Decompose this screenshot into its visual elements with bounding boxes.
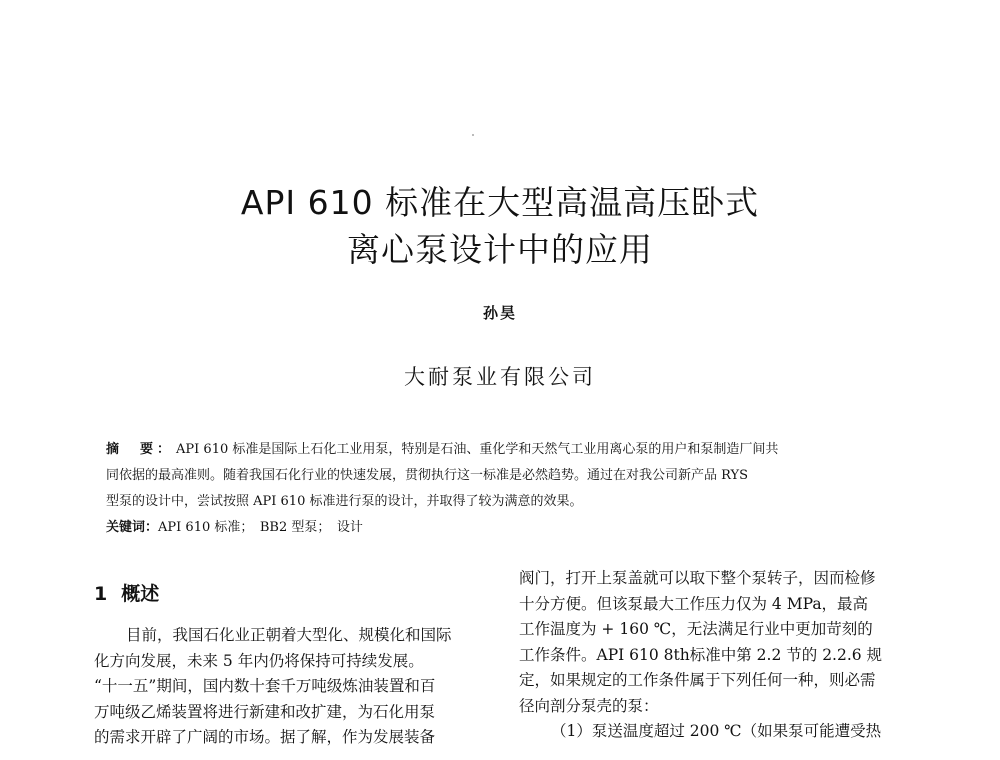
keywords-label: 关键词： [106, 520, 159, 535]
abstract-text: API 610 标准是国际上石化工业用泵，特别是石油、重化学和天然气工业用离心泵的用户和泵制造厂间共 [176, 442, 779, 457]
text-line: 化方向发展，未来 5 年内仍将保持可持续发展。 [94, 651, 424, 670]
paper-title-line-1: API 610 标准在大型高温高压卧式 [240, 183, 760, 222]
text-line: 的需求开辟了广阔的市场。据了解，作为发展装备 [94, 728, 436, 746]
section-number: 1 [94, 583, 108, 605]
abstract-label: 摘 要： [106, 442, 175, 457]
scan-speck [472, 134, 474, 136]
list-item-line: （1）泵送温度超过 200 ℃（如果泵可能遭受热 [551, 722, 882, 740]
text-line: 十分方便。但该泵最大工作压力仅为 4 MPa，最高 [519, 594, 869, 613]
author-affiliation: 大耐泵业有限公司 [404, 365, 596, 389]
paper-title-line-2: 离心泵设计中的应用 [347, 230, 653, 269]
keywords-line [106, 515, 906, 541]
text-line: 径向剖分泵壳的泵： [519, 696, 659, 715]
body-column-left [94, 566, 496, 751]
abstract-line [106, 437, 906, 463]
text-line: 工作温度为 + 160 ℃，无法满足行业中更加苛刻的 [519, 620, 873, 638]
text-line: 万吨级乙烯装置将进行新建和改扩建，为石化用泵 [94, 702, 436, 721]
abstract-line: 型泵的设计中，尝试按照 API 610 标准进行泵的设计，并取得了较为满意的效果。 [106, 494, 583, 509]
text-line: 工作条件。API 610 8th标准中第 2.2 节的 2.2.6 规 [519, 645, 883, 664]
paragraph [94, 623, 496, 751]
abstract-block [106, 437, 906, 541]
text-line: 目前，我国石化业正朝着大型化、规模化和国际 [126, 626, 452, 644]
body-column-right [519, 566, 921, 745]
text-line: 阀门，打开上泵盖就可以取下整个泵转子，因而检修 [519, 569, 876, 587]
abstract-line: 同依据的最高准则。随着我国石化行业的快速发展，贯彻执行这一标准是必然趋势。通过在对我公司新产品 RYS [106, 468, 749, 483]
text-line: “十一五”期间，国内数十套千万吨级炼油装置和百 [94, 677, 436, 695]
section-heading [94, 581, 496, 607]
section-title: 概述 [121, 583, 160, 605]
author-name: 孙昊 [482, 304, 517, 322]
keywords-text: API 610 标准； BB2 型泵； 设计 [158, 520, 363, 535]
text-line: 定，如果规定的工作条件属于下列任何一种，则必需 [519, 671, 876, 689]
